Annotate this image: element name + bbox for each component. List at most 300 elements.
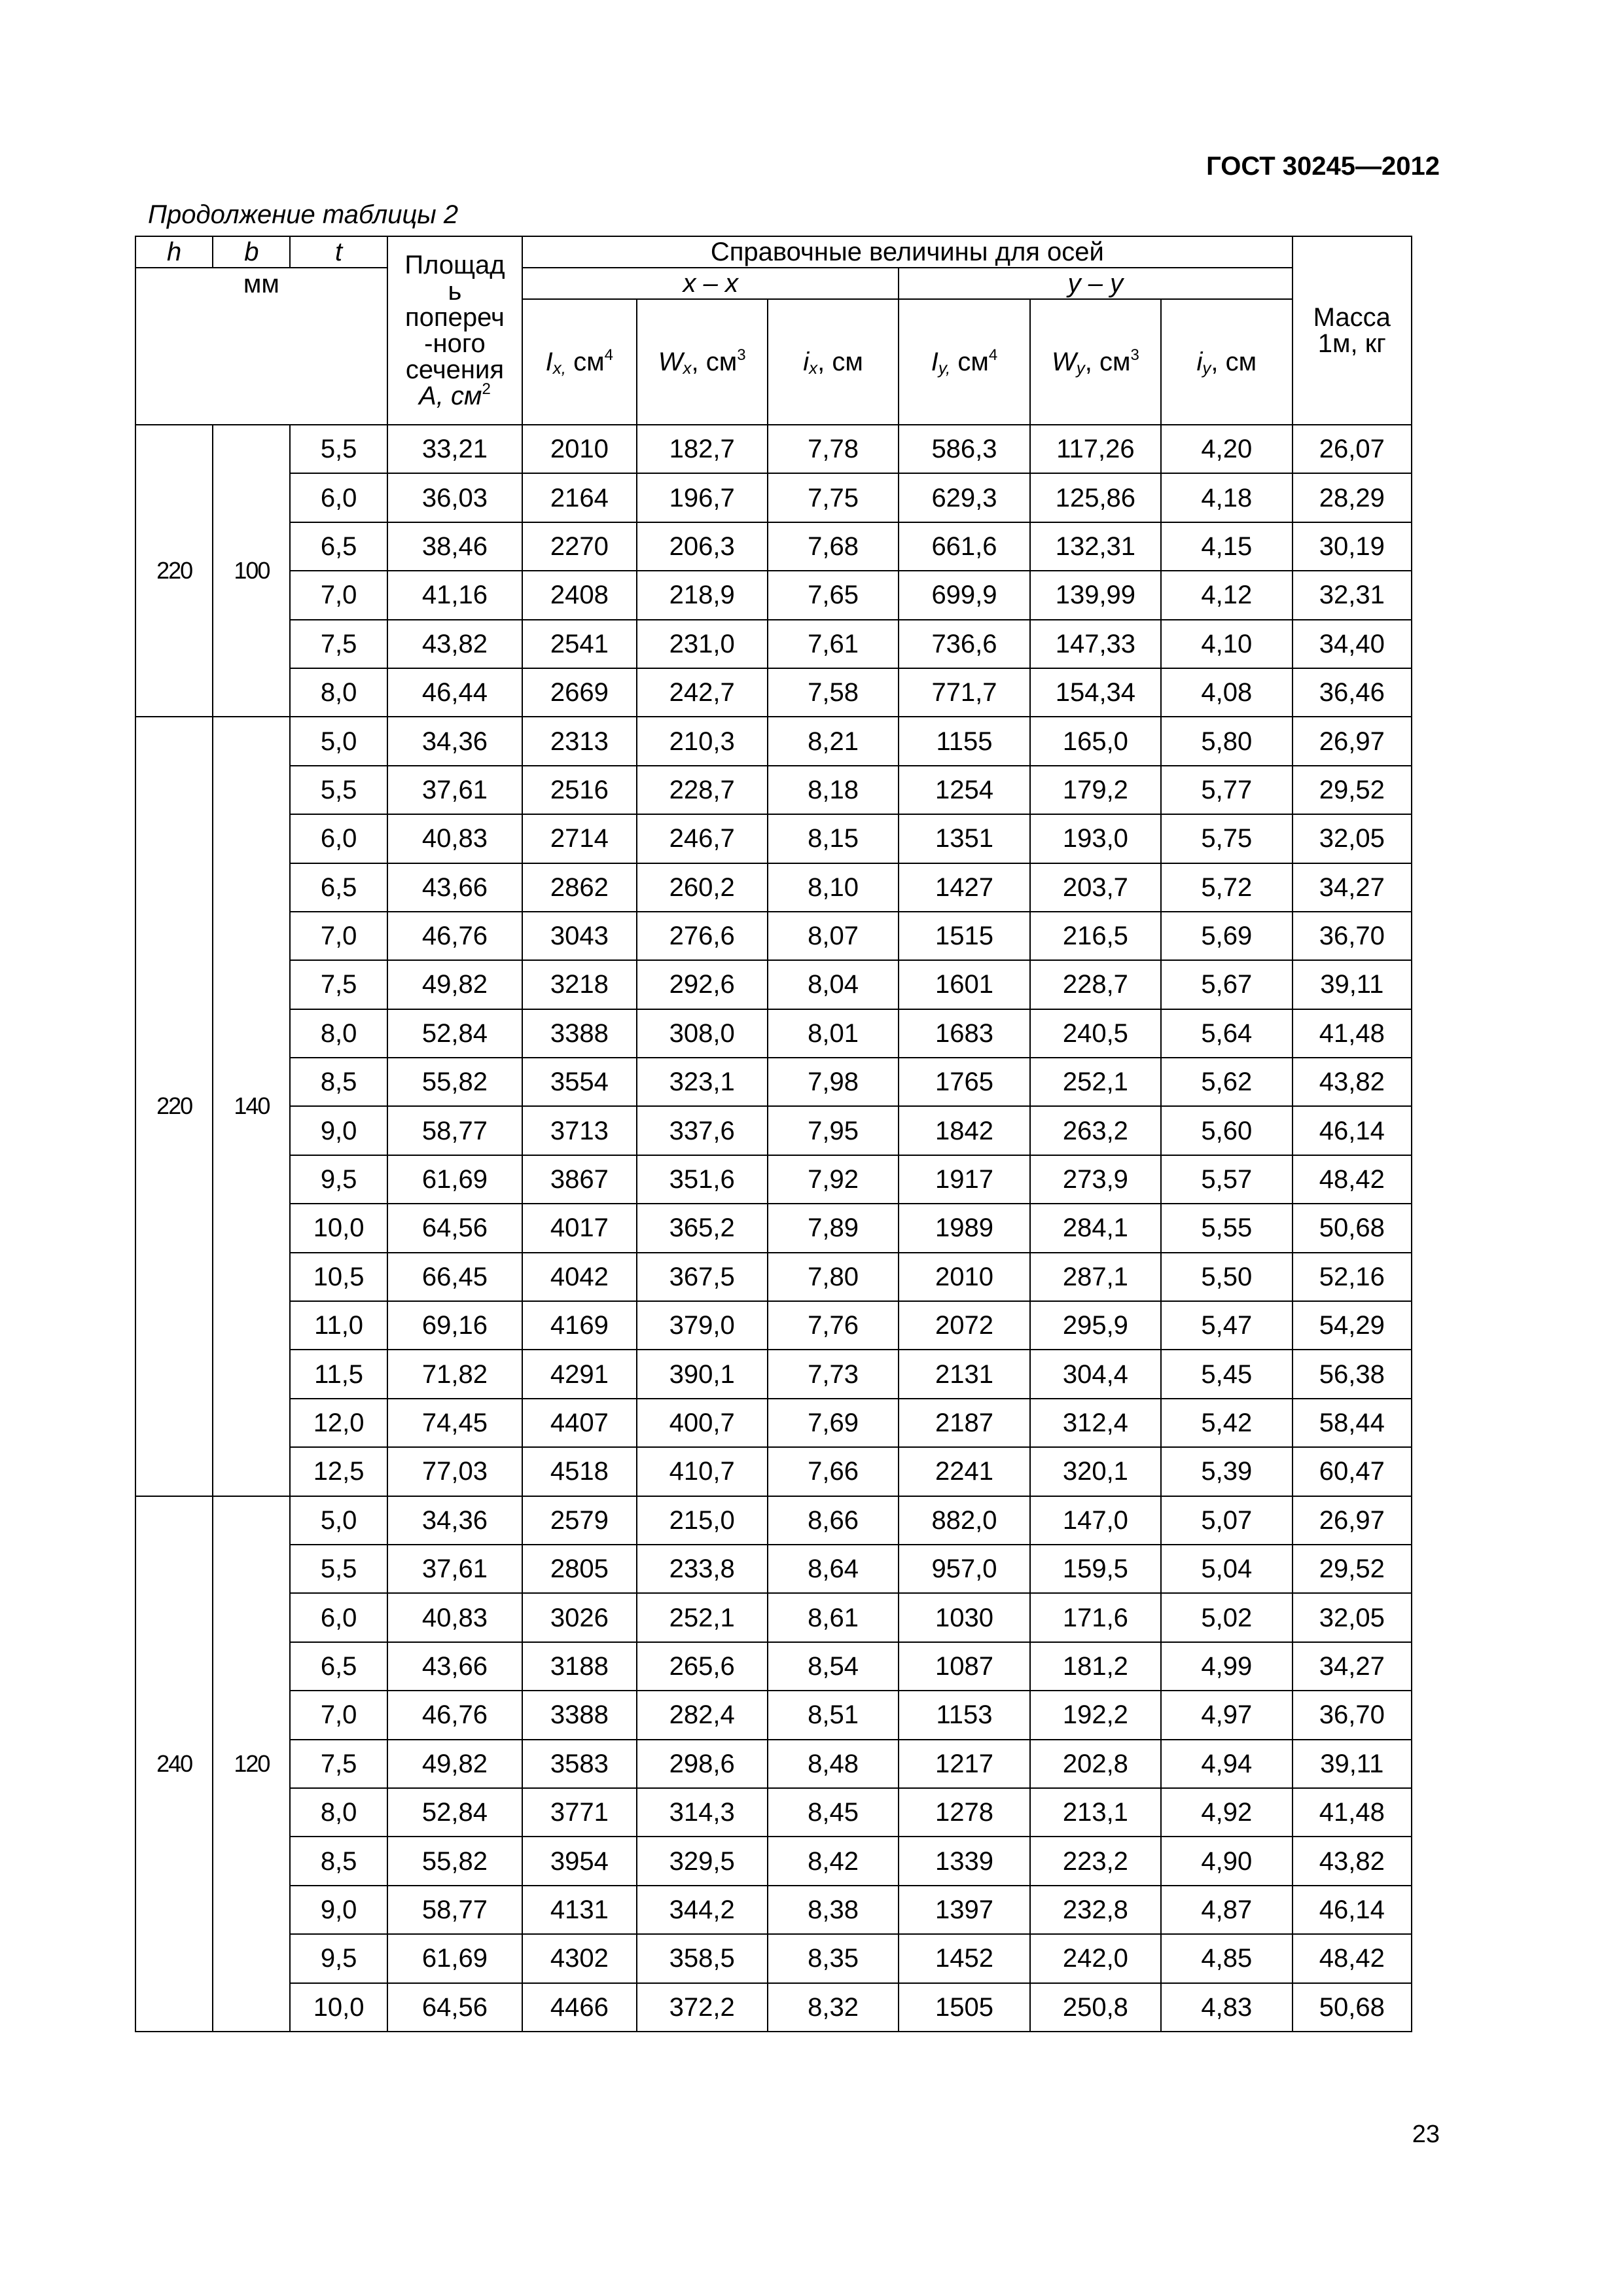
header-units: мм xyxy=(135,268,387,425)
table-cell: 3043 xyxy=(522,912,636,960)
table-cell: 2270 xyxy=(522,522,636,571)
table-cell: 2241 xyxy=(899,1447,1029,1496)
table-cell: 218,9 xyxy=(637,571,768,619)
table-cell: 7,73 xyxy=(768,1350,899,1398)
table-cell: 5,0 xyxy=(290,717,387,765)
table-cell: 323,1 xyxy=(637,1058,768,1106)
table-cell: 55,82 xyxy=(387,1837,522,1885)
table-cell: 365,2 xyxy=(637,1204,768,1252)
table-cell: 7,66 xyxy=(768,1447,899,1496)
table-cell: 2131 xyxy=(899,1350,1029,1398)
table-cell: 320,1 xyxy=(1030,1447,1161,1496)
table-cell: 4302 xyxy=(522,1934,636,1982)
table-cell: 2516 xyxy=(522,766,636,814)
table-cell: 228,7 xyxy=(637,766,768,814)
table-cell: 1427 xyxy=(899,863,1029,912)
table-body xyxy=(135,425,1412,2032)
table-cell: 8,01 xyxy=(768,1009,899,1058)
table-cell: 10,0 xyxy=(290,1983,387,2032)
table-cell: 4466 xyxy=(522,1983,636,2032)
table-cell: 196,7 xyxy=(637,473,768,522)
table-row xyxy=(135,1058,1412,1106)
table-cell: 40,83 xyxy=(387,1593,522,1641)
table-cell: 5,47 xyxy=(1161,1301,1292,1350)
table-cell: 10,0 xyxy=(290,1204,387,1252)
table-cell: 7,78 xyxy=(768,425,899,473)
table-cell: 43,66 xyxy=(387,1642,522,1691)
table-cell: 3388 xyxy=(522,1691,636,1739)
table-cell: 242,7 xyxy=(637,668,768,717)
table-cell: 7,80 xyxy=(768,1253,899,1301)
table-cell: 8,5 xyxy=(290,1058,387,1106)
table-cell: 77,03 xyxy=(387,1447,522,1496)
table-cell: 8,35 xyxy=(768,1934,899,1982)
table-cell: 4518 xyxy=(522,1447,636,1496)
table-cell: 48,42 xyxy=(1293,1155,1412,1204)
table-cell: 34,40 xyxy=(1293,620,1412,668)
table-cell: 8,54 xyxy=(768,1642,899,1691)
table-row xyxy=(135,1837,1412,1885)
table-cell: 7,89 xyxy=(768,1204,899,1252)
table-cell: 55,82 xyxy=(387,1058,522,1106)
table-cell: 5,75 xyxy=(1161,814,1292,863)
table-cell: 8,0 xyxy=(290,668,387,717)
table-cell: 32,05 xyxy=(1293,1593,1412,1641)
table-cell: 2164 xyxy=(522,473,636,522)
table-cell: 125,86 xyxy=(1030,473,1161,522)
table-cell: 5,02 xyxy=(1161,1593,1292,1641)
table-cell: 8,32 xyxy=(768,1983,899,2032)
table-cell: 147,0 xyxy=(1030,1496,1161,1545)
header-axis-xx: x – x xyxy=(522,268,899,299)
table-cell: 7,0 xyxy=(290,571,387,619)
table-cell: 699,9 xyxy=(899,571,1029,619)
table-cell: 228,7 xyxy=(1030,960,1161,1009)
profile-table xyxy=(135,236,1412,2032)
table-cell: 3867 xyxy=(522,1155,636,1204)
cell-b: 100 xyxy=(213,425,290,717)
header-area: Площад ь попереч -ного сечения A, $см^2$ xyxy=(387,236,522,425)
header-mass: Масса 1м, кг xyxy=(1293,236,1412,425)
table-cell: 8,04 xyxy=(768,960,899,1009)
table-cell: 284,1 xyxy=(1030,1204,1161,1252)
table-cell: 28,29 xyxy=(1293,473,1412,522)
table-row xyxy=(135,1642,1412,1691)
table-cell: 46,76 xyxy=(387,912,522,960)
table-cell: 8,48 xyxy=(768,1740,899,1788)
table-cell: 4,97 xyxy=(1161,1691,1292,1739)
table-cell: 39,11 xyxy=(1293,960,1412,1009)
table-row xyxy=(135,1399,1412,1447)
table-row xyxy=(135,473,1412,522)
table-row xyxy=(135,912,1412,960)
table-cell: 5,42 xyxy=(1161,1399,1292,1447)
table-cell: 7,68 xyxy=(768,522,899,571)
table-cell: 7,75 xyxy=(768,473,899,522)
table-row xyxy=(135,1496,1412,1545)
table-cell: 4291 xyxy=(522,1350,636,1398)
table-cell: 34,36 xyxy=(387,1496,522,1545)
table-row xyxy=(135,1886,1412,1934)
table-cell: 1397 xyxy=(899,1886,1029,1934)
table-cell: 250,8 xyxy=(1030,1983,1161,2032)
table-cell: 37,61 xyxy=(387,766,522,814)
table-cell: 49,82 xyxy=(387,960,522,1009)
table-cell: 4131 xyxy=(522,1886,636,1934)
table-cell: 308,0 xyxy=(637,1009,768,1058)
table-cell: 215,0 xyxy=(637,1496,768,1545)
table-cell: 1683 xyxy=(899,1009,1029,1058)
table-cell: 216,5 xyxy=(1030,912,1161,960)
table-cell: 2313 xyxy=(522,717,636,765)
table-cell: 8,21 xyxy=(768,717,899,765)
table-cell: 8,51 xyxy=(768,1691,899,1739)
table-cell: 7,65 xyxy=(768,571,899,619)
table-cell: 32,05 xyxy=(1293,814,1412,863)
table-cell: 3771 xyxy=(522,1788,636,1837)
table-cell: 8,61 xyxy=(768,1593,899,1641)
table-cell: 7,76 xyxy=(768,1301,899,1350)
table-cell: 34,36 xyxy=(387,717,522,765)
table-row xyxy=(135,1106,1412,1155)
table-cell: 7,5 xyxy=(290,620,387,668)
table-cell: 2408 xyxy=(522,571,636,619)
table-cell: 159,5 xyxy=(1030,1545,1161,1593)
table-cell: 34,27 xyxy=(1293,1642,1412,1691)
table-cell: 4169 xyxy=(522,1301,636,1350)
table-cell: 8,45 xyxy=(768,1788,899,1837)
table-cell: 358,5 xyxy=(637,1934,768,1982)
table-cell: 58,77 xyxy=(387,1886,522,1934)
table-cell: 56,38 xyxy=(1293,1350,1412,1398)
table-cell: 6,0 xyxy=(290,1593,387,1641)
table-cell: 2010 xyxy=(522,425,636,473)
table-cell: 41,16 xyxy=(387,571,522,619)
table-cell: 771,7 xyxy=(899,668,1029,717)
table-cell: 6,5 xyxy=(290,1642,387,1691)
table-cell: 8,38 xyxy=(768,1886,899,1934)
table-cell: 1765 xyxy=(899,1058,1029,1106)
header-t: t xyxy=(290,236,387,268)
table-cell: 7,5 xyxy=(290,1740,387,1788)
table-cell: 3218 xyxy=(522,960,636,1009)
table-cell: 132,31 xyxy=(1030,522,1161,571)
table-cell: 1030 xyxy=(899,1593,1029,1641)
table-cell: 26,07 xyxy=(1293,425,1412,473)
table-row xyxy=(135,571,1412,619)
table-cell: 29,52 xyxy=(1293,766,1412,814)
table-cell: 4,94 xyxy=(1161,1740,1292,1788)
table-cell: 193,0 xyxy=(1030,814,1161,863)
table-cell: 400,7 xyxy=(637,1399,768,1447)
table-cell: 4,99 xyxy=(1161,1642,1292,1691)
table-cell: 5,45 xyxy=(1161,1350,1292,1398)
table-cell: 304,4 xyxy=(1030,1350,1161,1398)
header-h: h xyxy=(135,236,213,268)
table-cell: 1351 xyxy=(899,814,1029,863)
table-row xyxy=(135,1545,1412,1593)
table-cell: 36,03 xyxy=(387,473,522,522)
table-cell: 1601 xyxy=(899,960,1029,1009)
header-Iy: $I_{y,}$ $см^4$ xyxy=(899,299,1029,425)
table-row xyxy=(135,620,1412,668)
table-cell: 3388 xyxy=(522,1009,636,1058)
table-cell: 4,90 xyxy=(1161,1837,1292,1885)
table-cell: 265,6 xyxy=(637,1642,768,1691)
table-cell: 32,31 xyxy=(1293,571,1412,619)
table-cell: 7,0 xyxy=(290,1691,387,1739)
table-cell: 8,10 xyxy=(768,863,899,912)
table-cell: 4,20 xyxy=(1161,425,1292,473)
table-cell: 52,84 xyxy=(387,1788,522,1837)
table-cell: 117,26 xyxy=(1030,425,1161,473)
table-cell: 26,97 xyxy=(1293,717,1412,765)
table-cell: 882,0 xyxy=(899,1496,1029,1545)
table-cell: 2579 xyxy=(522,1496,636,1545)
table-cell: 9,0 xyxy=(290,1106,387,1155)
table-cell: 147,33 xyxy=(1030,620,1161,668)
table-row xyxy=(135,1983,1412,2032)
table-cell: 6,5 xyxy=(290,522,387,571)
document-code: ГОСТ 30245—2012 xyxy=(1206,152,1440,181)
table-cell: 7,5 xyxy=(290,960,387,1009)
table-cell: 8,0 xyxy=(290,1788,387,1837)
table-cell: 69,16 xyxy=(387,1301,522,1350)
table-cell: 282,4 xyxy=(637,1691,768,1739)
table-cell: 242,0 xyxy=(1030,1934,1161,1982)
table-cell: 6,5 xyxy=(290,863,387,912)
table-cell: 1339 xyxy=(899,1837,1029,1885)
table-cell: 337,6 xyxy=(637,1106,768,1155)
table-cell: 7,58 xyxy=(768,668,899,717)
cell-b: 120 xyxy=(213,1496,290,2032)
table-cell: 2862 xyxy=(522,863,636,912)
table-cell: 4042 xyxy=(522,1253,636,1301)
table-cell: 5,80 xyxy=(1161,717,1292,765)
table-row xyxy=(135,1934,1412,1982)
table-cell: 41,48 xyxy=(1293,1788,1412,1837)
table-cell: 3713 xyxy=(522,1106,636,1155)
table-cell: 30,19 xyxy=(1293,522,1412,571)
table-cell: 50,68 xyxy=(1293,1983,1412,2032)
table-cell: 1452 xyxy=(899,1934,1029,1982)
table-cell: 12,5 xyxy=(290,1447,387,1496)
table-cell: 5,55 xyxy=(1161,1204,1292,1252)
table-cell: 154,34 xyxy=(1030,668,1161,717)
header-Ix: $I_{x,}$ $см^4$ xyxy=(522,299,636,425)
table-cell: 232,8 xyxy=(1030,1886,1161,1934)
table-cell: 43,66 xyxy=(387,863,522,912)
table-cell: 6,0 xyxy=(290,814,387,863)
table-row xyxy=(135,1155,1412,1204)
table-cell: 64,56 xyxy=(387,1204,522,1252)
table-cell: 5,62 xyxy=(1161,1058,1292,1106)
table-cell: 2010 xyxy=(899,1253,1029,1301)
table-cell: 5,07 xyxy=(1161,1496,1292,1545)
table-cell: 292,6 xyxy=(637,960,768,1009)
table-cell: 7,98 xyxy=(768,1058,899,1106)
table-cell: 60,47 xyxy=(1293,1447,1412,1496)
table-cell: 379,0 xyxy=(637,1301,768,1350)
table-cell: 179,2 xyxy=(1030,766,1161,814)
table-cell: 58,44 xyxy=(1293,1399,1412,1447)
table-row xyxy=(135,1350,1412,1398)
table-cell: 46,44 xyxy=(387,668,522,717)
table-cell: 54,29 xyxy=(1293,1301,1412,1350)
table-cell: 957,0 xyxy=(899,1545,1029,1593)
table-cell: 192,2 xyxy=(1030,1691,1161,1739)
table-cell: 48,42 xyxy=(1293,1934,1412,1982)
page-number: 23 xyxy=(1412,2121,1440,2148)
table-cell: 8,64 xyxy=(768,1545,899,1593)
table-cell: 367,5 xyxy=(637,1253,768,1301)
table-cell: 8,5 xyxy=(290,1837,387,1885)
table-cell: 139,99 xyxy=(1030,571,1161,619)
table-cell: 8,0 xyxy=(290,1009,387,1058)
table-cell: 2072 xyxy=(899,1301,1029,1350)
table-cell: 629,3 xyxy=(899,473,1029,522)
table-cell: 2805 xyxy=(522,1545,636,1593)
table-cell: 736,6 xyxy=(899,620,1029,668)
table-cell: 661,6 xyxy=(899,522,1029,571)
table-row xyxy=(135,814,1412,863)
cell-h: 220 xyxy=(135,425,213,717)
header-b: b xyxy=(213,236,290,268)
table-cell: 5,72 xyxy=(1161,863,1292,912)
table-cell: 5,5 xyxy=(290,766,387,814)
table-cell: 33,21 xyxy=(387,425,522,473)
header-ix: $i_x$, см xyxy=(768,299,899,425)
table-cell: 263,2 xyxy=(1030,1106,1161,1155)
table-cell: 5,39 xyxy=(1161,1447,1292,1496)
table-cell: 11,0 xyxy=(290,1301,387,1350)
table-cell: 36,70 xyxy=(1293,1691,1412,1739)
table-cell: 10,5 xyxy=(290,1253,387,1301)
table-cell: 1278 xyxy=(899,1788,1029,1837)
table-row xyxy=(135,1447,1412,1496)
header-Wy: $W_y$, $см^3$ xyxy=(1030,299,1161,425)
table-cell: 7,0 xyxy=(290,912,387,960)
table-cell: 34,27 xyxy=(1293,863,1412,912)
table-row xyxy=(135,1253,1412,1301)
table-row xyxy=(135,1301,1412,1350)
table-cell: 6,0 xyxy=(290,473,387,522)
table-cell: 61,69 xyxy=(387,1934,522,1982)
table-cell: 4,18 xyxy=(1161,473,1292,522)
table-cell: 252,1 xyxy=(1030,1058,1161,1106)
table-cell: 1153 xyxy=(899,1691,1029,1739)
header-axis-yy: y – y xyxy=(899,268,1292,299)
table-cell: 2669 xyxy=(522,668,636,717)
table-cell: 7,92 xyxy=(768,1155,899,1204)
table-row xyxy=(135,522,1412,571)
table-cell: 586,3 xyxy=(899,425,1029,473)
table-cell: 5,50 xyxy=(1161,1253,1292,1301)
header-reference: Справочные величины для осей xyxy=(522,236,1292,268)
table-cell: 165,0 xyxy=(1030,717,1161,765)
table-cell: 29,52 xyxy=(1293,1545,1412,1593)
table-cell: 9,5 xyxy=(290,1155,387,1204)
table-cell: 37,61 xyxy=(387,1545,522,1593)
table-cell: 246,7 xyxy=(637,814,768,863)
table-cell: 43,82 xyxy=(387,620,522,668)
table-cell: 4,83 xyxy=(1161,1983,1292,2032)
table-cell: 231,0 xyxy=(637,620,768,668)
table-cell: 8,66 xyxy=(768,1496,899,1545)
table-cell: 3026 xyxy=(522,1593,636,1641)
table-cell: 4,85 xyxy=(1161,1934,1292,1982)
table-cell: 223,2 xyxy=(1030,1837,1161,1885)
table-cell: 3188 xyxy=(522,1642,636,1691)
table-cell: 3583 xyxy=(522,1740,636,1788)
table-cell: 7,69 xyxy=(768,1399,899,1447)
table-cell: 4407 xyxy=(522,1399,636,1447)
table-cell: 5,77 xyxy=(1161,766,1292,814)
table-cell: 43,82 xyxy=(1293,1837,1412,1885)
table-cell: 2541 xyxy=(522,620,636,668)
table-cell: 276,6 xyxy=(637,912,768,960)
table-cell: 8,15 xyxy=(768,814,899,863)
table-cell: 5,5 xyxy=(290,425,387,473)
table-cell: 181,2 xyxy=(1030,1642,1161,1691)
table-cell: 8,18 xyxy=(768,766,899,814)
table-cell: 58,77 xyxy=(387,1106,522,1155)
table-caption: Продолжение таблицы 2 xyxy=(148,200,459,229)
table-cell: 2187 xyxy=(899,1399,1029,1447)
table-row xyxy=(135,717,1412,765)
table-cell: 182,7 xyxy=(637,425,768,473)
table-cell: 9,0 xyxy=(290,1886,387,1934)
table-cell: 39,11 xyxy=(1293,1740,1412,1788)
table-row xyxy=(135,766,1412,814)
table-cell: 206,3 xyxy=(637,522,768,571)
table-cell: 260,2 xyxy=(637,863,768,912)
table-cell: 5,67 xyxy=(1161,960,1292,1009)
table-cell: 26,97 xyxy=(1293,1496,1412,1545)
table-row xyxy=(135,1691,1412,1739)
table-row xyxy=(135,1740,1412,1788)
table-cell: 5,57 xyxy=(1161,1155,1292,1204)
table-cell: 64,56 xyxy=(387,1983,522,2032)
cell-h: 220 xyxy=(135,717,213,1496)
table-row xyxy=(135,1593,1412,1641)
table-cell: 252,1 xyxy=(637,1593,768,1641)
table-cell: 61,69 xyxy=(387,1155,522,1204)
table-cell: 12,0 xyxy=(290,1399,387,1447)
table-cell: 1155 xyxy=(899,717,1029,765)
table-row xyxy=(135,960,1412,1009)
table-cell: 233,8 xyxy=(637,1545,768,1593)
table-cell: 5,64 xyxy=(1161,1009,1292,1058)
table-cell: 5,5 xyxy=(290,1545,387,1593)
table-cell: 213,1 xyxy=(1030,1788,1161,1837)
table-row xyxy=(135,1788,1412,1837)
table-cell: 46,76 xyxy=(387,1691,522,1739)
table-cell: 7,95 xyxy=(768,1106,899,1155)
table-cell: 4017 xyxy=(522,1204,636,1252)
table-cell: 8,07 xyxy=(768,912,899,960)
table-cell: 52,16 xyxy=(1293,1253,1412,1301)
table-cell: 38,46 xyxy=(387,522,522,571)
table-cell: 50,68 xyxy=(1293,1204,1412,1252)
table-cell: 351,6 xyxy=(637,1155,768,1204)
table-cell: 8,42 xyxy=(768,1837,899,1885)
table-cell: 210,3 xyxy=(637,717,768,765)
table-cell: 4,10 xyxy=(1161,620,1292,668)
table-cell: 240,5 xyxy=(1030,1009,1161,1058)
table-cell: 4,15 xyxy=(1161,522,1292,571)
table-cell: 7,61 xyxy=(768,620,899,668)
